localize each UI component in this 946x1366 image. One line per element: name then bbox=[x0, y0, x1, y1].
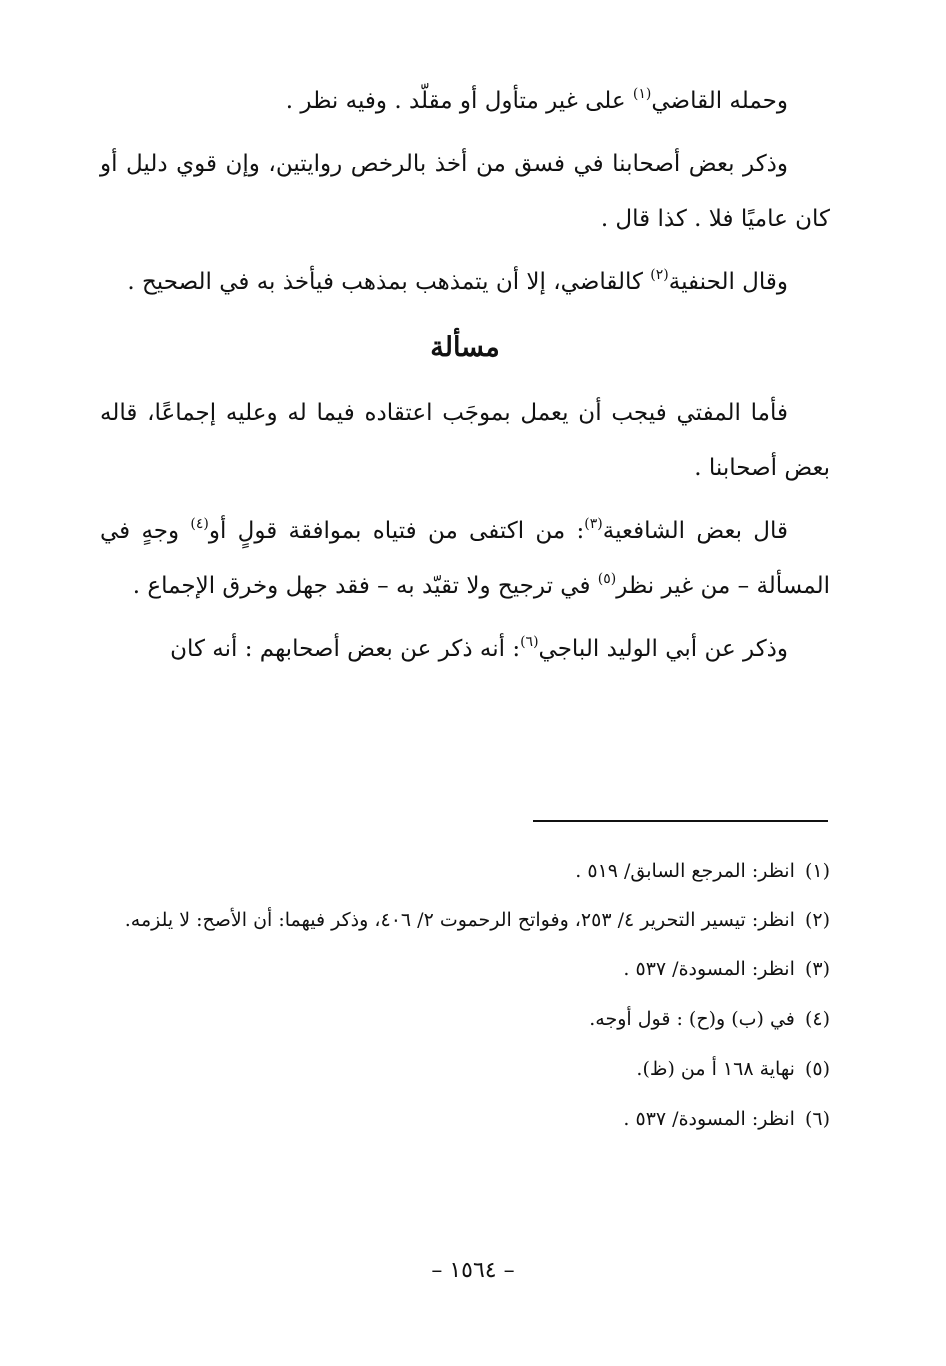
paragraph-5-text-a: قال بعض الشافعية bbox=[602, 518, 788, 544]
footnote-text: انظر: المرجع السابق/ ٥١٩ . bbox=[575, 860, 795, 882]
footnote-ref-4: (٤) bbox=[190, 516, 209, 532]
paragraph-4-text: فأما المفتي فيجب أن يعمل بموجَب اعتقاده فيما له وعليه إجماعًا، قاله بعض أصحابنا . bbox=[100, 400, 830, 481]
paragraph-1 bbox=[100, 74, 830, 129]
paragraph-3-text-a: وقال الحنفية bbox=[668, 269, 788, 295]
paragraph-2-text: وذكر بعض أصحابنا في فسق من أخذ بالرخص روايتين، وإن قوي دليل أو كان عاميًا فلا . كذا قال . bbox=[100, 151, 830, 232]
paragraph-3-text-b: كالقاضي، إلا أن يتمذهب بمذهب فيأخذ به في الصحيح . bbox=[127, 269, 651, 295]
footnote-6 bbox=[100, 1094, 830, 1144]
footnote-text: انظر: المسودة/ ٥٣٧ . bbox=[623, 1108, 795, 1130]
footnote-5 bbox=[100, 1044, 830, 1094]
paragraph-5-text-c: وجهٍ في المسألة – من غير نظر bbox=[100, 518, 830, 599]
paragraph-2 bbox=[100, 137, 830, 247]
footnote-separator bbox=[533, 820, 828, 822]
paragraph-1-text-a: وحمله القاضي bbox=[651, 88, 788, 114]
paragraph-5 bbox=[100, 504, 830, 614]
paragraph-4 bbox=[100, 386, 830, 496]
footnote-text: نهاية ١٦٨ أ من (ظ). bbox=[636, 1058, 795, 1080]
footnote-3 bbox=[100, 944, 830, 994]
paragraph-6 bbox=[100, 622, 830, 677]
footnote-number: (٣) bbox=[804, 958, 830, 980]
paragraph-1-text-b: على غير متأول أو مقلّد . وفيه نظر . bbox=[285, 88, 633, 114]
footnote-number: (٤) bbox=[804, 1008, 830, 1030]
footnote-ref-1: (١) bbox=[632, 86, 652, 102]
footnote-text: في (ب) و(ح) : قول أوجه. bbox=[589, 1008, 795, 1030]
main-text bbox=[100, 74, 830, 685]
paragraph-5-text-b: : من اكتفى من فتياه بموافقة قولٍ أو bbox=[208, 518, 585, 544]
footnote-4 bbox=[100, 994, 830, 1044]
footnote-text: انظر: تيسير التحرير ٤/ ٢٥٣، وفواتح الرحموت ٢/ ٤٠٦، وذكر فيهما: أن الأصح: لا يلزمه. bbox=[124, 909, 795, 931]
footnote-2 bbox=[100, 896, 830, 944]
paragraph-6-text-b: : أنه ذكر عن بعض أصحابهم : أنه كان bbox=[170, 636, 521, 662]
footnote-number: (١) bbox=[804, 860, 830, 882]
footnote-number: (٦) bbox=[804, 1108, 830, 1130]
footnote-text: انظر: المسودة/ ٥٣٧ . bbox=[623, 958, 795, 980]
footnote-number: (٢) bbox=[804, 909, 830, 931]
paragraph-3 bbox=[100, 255, 830, 310]
footnote-ref-2: (٢) bbox=[650, 267, 669, 283]
section-heading: مسألة bbox=[430, 332, 500, 363]
footnote-ref-5: (٥) bbox=[597, 571, 617, 587]
footnote-ref-6: (٦) bbox=[520, 634, 539, 650]
page-number: – ١٥٦٤ – bbox=[431, 1258, 515, 1283]
paragraph-5-text-d: في ترجيح ولا تقيّد به – فقد جهل وخرق الإجماع . bbox=[132, 573, 598, 599]
footnote-1 bbox=[100, 846, 830, 896]
footnotes bbox=[100, 846, 830, 1144]
footnote-ref-3: (٣) bbox=[584, 516, 603, 532]
footnote-number: (٥) bbox=[804, 1058, 830, 1080]
paragraph-6-text-a: وذكر عن أبي الوليد الباجي bbox=[538, 636, 788, 662]
